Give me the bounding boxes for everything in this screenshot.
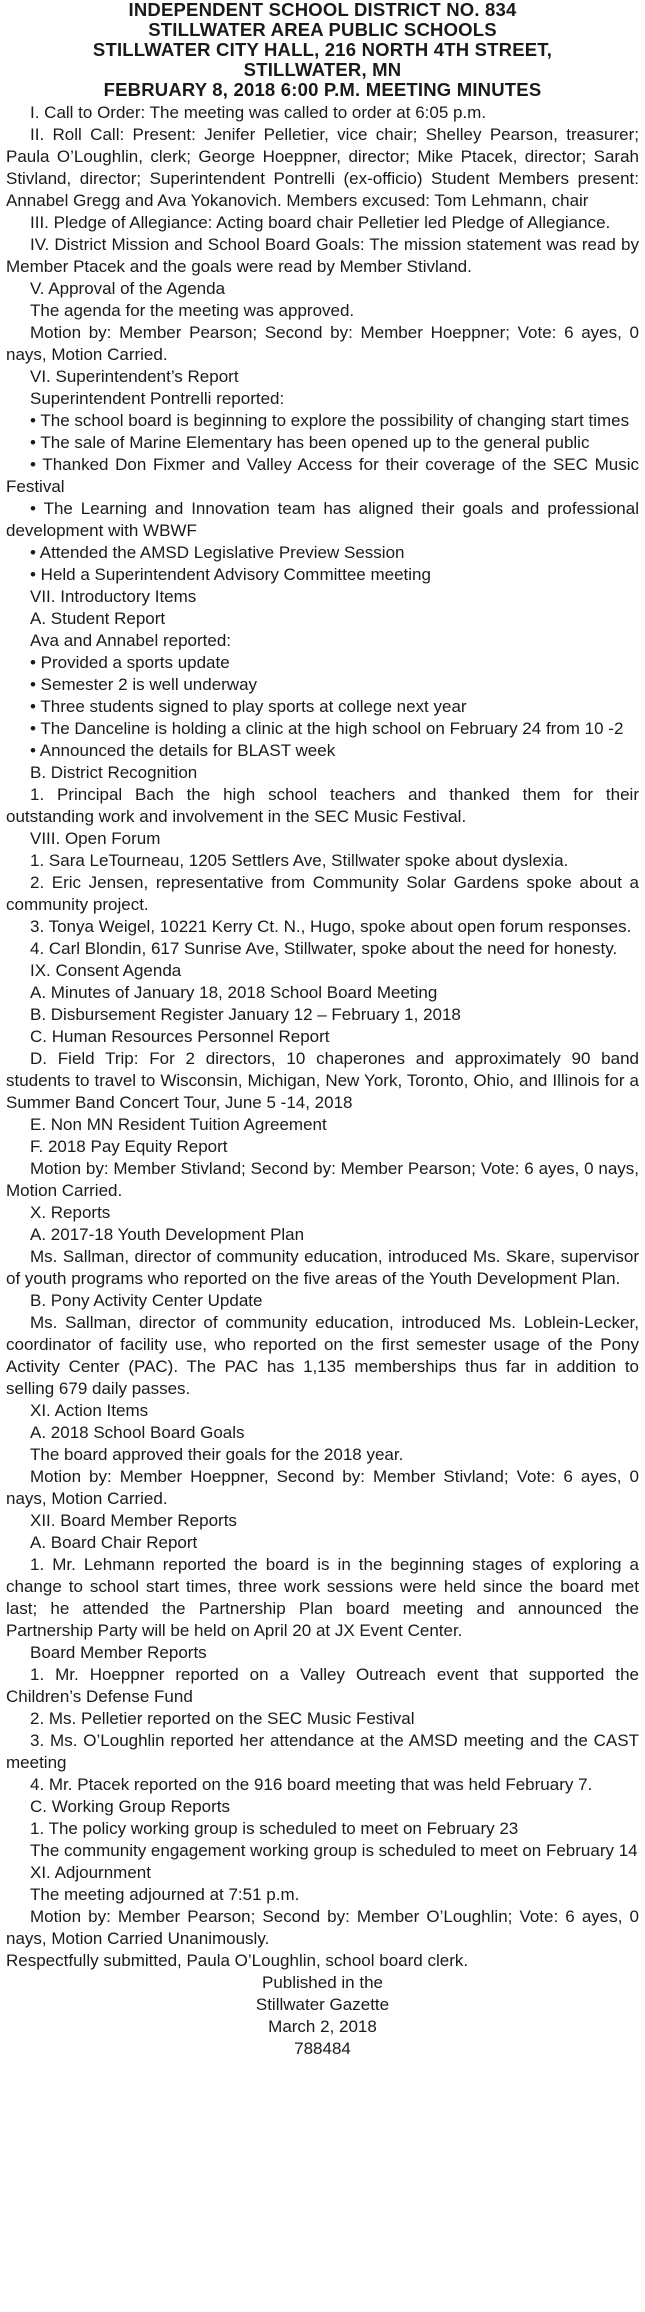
minutes-paragraph: Motion by: Member Stivland; Second by: Member Pearson; Vote: 6 ayes, 0 nays, Motion Carried. [6,1159,639,1200]
header-line-schools: STILLWATER AREA PUBLIC SCHOOLS [148,19,497,40]
minutes-paragraph: Ms. Sallman, director of community education, introduced Ms. Loblein-Lecker, coordinator of facility use, who reported on the first semester usage of the Pony Activity Center (PAC). The PAC has 1,135 memberships thus far in addition to selling 679 daily passes. [6,1313,639,1398]
minutes-paragraph: II. Roll Call: Present: Jenifer Pelletier, vice chair; Shelley Pearson, treasurer; Paula O’Loughlin, clerk; George Hoeppner, director; Mike Ptacek, director; Sarah Stivland, director; Superintendent Pontrelli (ex-officio) Student Members present: Annabel Gregg and Ava Yokanovich. Members excused: Tom Lehmann, chair [6,125,639,210]
minutes-paragraph: 3. Tonya Weigel, 10221 Kerry Ct. N., Hugo, spoke about open forum responses. [30,917,632,936]
minutes-paragraph: Motion by: Member Hoeppner, Second by: Member Stivland; Vote: 6 ayes, 0 nays, Motion Carried. [6,1467,639,1508]
minutes-paragraph: B. Disbursement Register January 12 – February 1, 2018 [30,1005,461,1024]
minutes-paragraph: • Three students signed to play sports at college next year [30,697,467,716]
minutes-paragraph: 1. Sara LeTourneau, 1205 Settlers Ave, Stillwater spoke about dyslexia. [30,851,569,870]
minutes-paragraph: 4. Mr. Ptacek reported on the 916 board meeting that was held February 7. [30,1775,593,1794]
minutes-paragraph: V. Approval of the Agenda [30,279,226,298]
header-line-date: FEBRUARY 8, 2018 6:00 P.M. MEETING MINUTES [103,79,542,100]
minutes-paragraph: 1. Mr. Lehmann reported the board is in the beginning stages of exploring a change to school start times, three work sessions were held since the board met last; he attended the Partnership Plan board meeting and announced the Partnership Party will be held on April 20 at JX Event Center. [6,1555,639,1640]
minutes-paragraph: Ava and Annabel reported: [30,631,232,650]
minutes-paragraph: • Thanked Don Fixmer and Valley Access for their coverage of the SEC Music Festival [6,455,639,496]
minutes-paragraph: • Semester 2 is well underway [30,675,258,694]
minutes-paragraph: Board Member Reports [30,1643,207,1662]
minutes-paragraph: The board approved their goals for the 2018 year. [30,1445,404,1464]
minutes-paragraph: XII. Board Member Reports [30,1511,237,1530]
header-line-district: INDEPENDENT SCHOOL DISTRICT NO. 834 [128,0,517,20]
minutes-paragraph: B. District Recognition [30,763,198,782]
minutes-paragraph: • The sale of Marine Elementary has been opened up to the general public [30,433,590,452]
minutes-paragraph: The meeting adjourned at 7:51 p.m. [30,1885,300,1904]
minutes-paragraph: XI. Adjournment [30,1863,151,1882]
minutes-paragraph: A. 2017-18 Youth Development Plan [30,1225,305,1244]
minutes-paragraph: 1. Mr. Hoeppner reported on a Valley Outreach event that supported the Children’s Defense Fund [6,1665,639,1706]
minutes-paragraph: • Announced the details for BLAST week [30,741,336,760]
minutes-paragraph: IV. District Mission and School Board Goals: The mission statement was read by Member Ptacek and the goals were read by Member Stivland. [6,235,639,276]
signoff: Respectfully submitted, Paula O’Loughlin, school board clerk. [6,1951,469,1970]
minutes-paragraph: F. 2018 Pay Equity Report [30,1137,228,1156]
minutes-paragraph: XI. Action Items [30,1401,149,1420]
footer-ad-number: 788484 [294,2039,351,2058]
minutes-paragraph: VIII. Open Forum [30,829,161,848]
minutes-paragraph: VI. Superintendent’s Report [30,367,239,386]
minutes-paragraph: I. Call to Order: The meeting was called to order at 6:05 p.m. [30,103,487,122]
minutes-paragraph: Motion by: Member Pearson; Second by: Member Hoeppner; Vote: 6 ayes, 0 nays, Motion Carried. [6,323,639,364]
header-line-city: STILLWATER, MN [243,59,402,80]
minutes-paragraph: 2. Ms. Pelletier reported on the SEC Music Festival [30,1709,415,1728]
footer-date: March 2, 2018 [268,2017,377,2036]
minutes-paragraph: A. 2018 School Board Goals [30,1423,245,1442]
footer-paper: Stillwater Gazette [255,1995,390,2014]
minutes-paragraph: 3. Ms. O’Loughlin reported her attendance at the AMSD meeting and the CAST meeting [6,1731,639,1772]
public-notice [6,0,639,2060]
minutes-paragraph: A. Minutes of January 18, 2018 School Board Meeting [30,983,438,1002]
footer-published: Published in the [262,1973,383,1992]
minutes-paragraph: The agenda for the meeting was approved. [30,301,355,320]
minutes-body [6,102,639,1972]
minutes-paragraph: C. Human Resources Personnel Report [30,1027,330,1046]
minutes-paragraph: E. Non MN Resident Tuition Agreement [30,1115,327,1134]
minutes-paragraph: A. Board Chair Report [30,1533,198,1552]
minutes-paragraph: Superintendent Pontrelli reported: [30,389,285,408]
notice-header [6,0,639,100]
minutes-paragraph: IX. Consent Agenda [30,961,182,980]
minutes-paragraph: III. Pledge of Allegiance: Acting board chair Pelletier led Pledge of Allegiance. [30,213,611,232]
minutes-paragraph: • Held a Superintendent Advisory Committee meeting [30,565,431,584]
minutes-paragraph: Motion by: Member Pearson; Second by: Member O’Loughlin; Vote: 6 ayes, 0 nays, Motion Carried Unanimously. [6,1907,639,1948]
minutes-paragraph: 1. The policy working group is scheduled to meet on February 23 [30,1819,519,1838]
minutes-paragraph: VII. Introductory Items [30,587,197,606]
minutes-paragraph: • Attended the AMSD Legislative Preview Session [30,543,405,562]
publication-footer [6,1972,639,2060]
header-line-venue: STILLWATER CITY HALL, 216 NORTH 4TH STREET, [92,39,553,60]
minutes-paragraph: • The Danceline is holding a clinic at the high school on February 24 from 10 -2 [30,719,624,738]
minutes-paragraph: • The Learning and Innovation team has aligned their goals and professional development with WBWF [6,499,639,540]
minutes-paragraph: • Provided a sports update [30,653,230,672]
minutes-paragraph: 2. Eric Jensen, representative from Community Solar Gardens spoke about a community project. [6,873,639,914]
minutes-paragraph: A. Student Report [30,609,166,628]
minutes-paragraph: 4. Carl Blondin, 617 Sunrise Ave, Stillwater, spoke about the need for honesty. [30,939,618,958]
minutes-paragraph: Ms. Sallman, director of community education, introduced Ms. Skare, supervisor of youth programs who reported on the five areas of the Youth Development Plan. [6,1247,639,1288]
minutes-paragraph: The community engagement working group is scheduled to meet on February 14 [30,1841,638,1860]
minutes-paragraph: D. Field Trip: For 2 directors, 10 chaperones and approximately 90 band students to travel to Wisconsin, Michigan, New York, Toronto, Ohio, and Illinois for a Summer Band Concert Tour, June 5 -14, 2018 [6,1049,639,1112]
minutes-paragraph: B. Pony Activity Center Update [30,1291,263,1310]
minutes-paragraph: • The school board is beginning to explore the possibility of changing start times [30,411,630,430]
minutes-paragraph: C. Working Group Reports [30,1797,230,1816]
minutes-paragraph: 1. Principal Bach the high school teachers and thanked them for their outstanding work and involvement in the SEC Music Festival. [6,785,639,826]
minutes-paragraph: X. Reports [30,1203,111,1222]
